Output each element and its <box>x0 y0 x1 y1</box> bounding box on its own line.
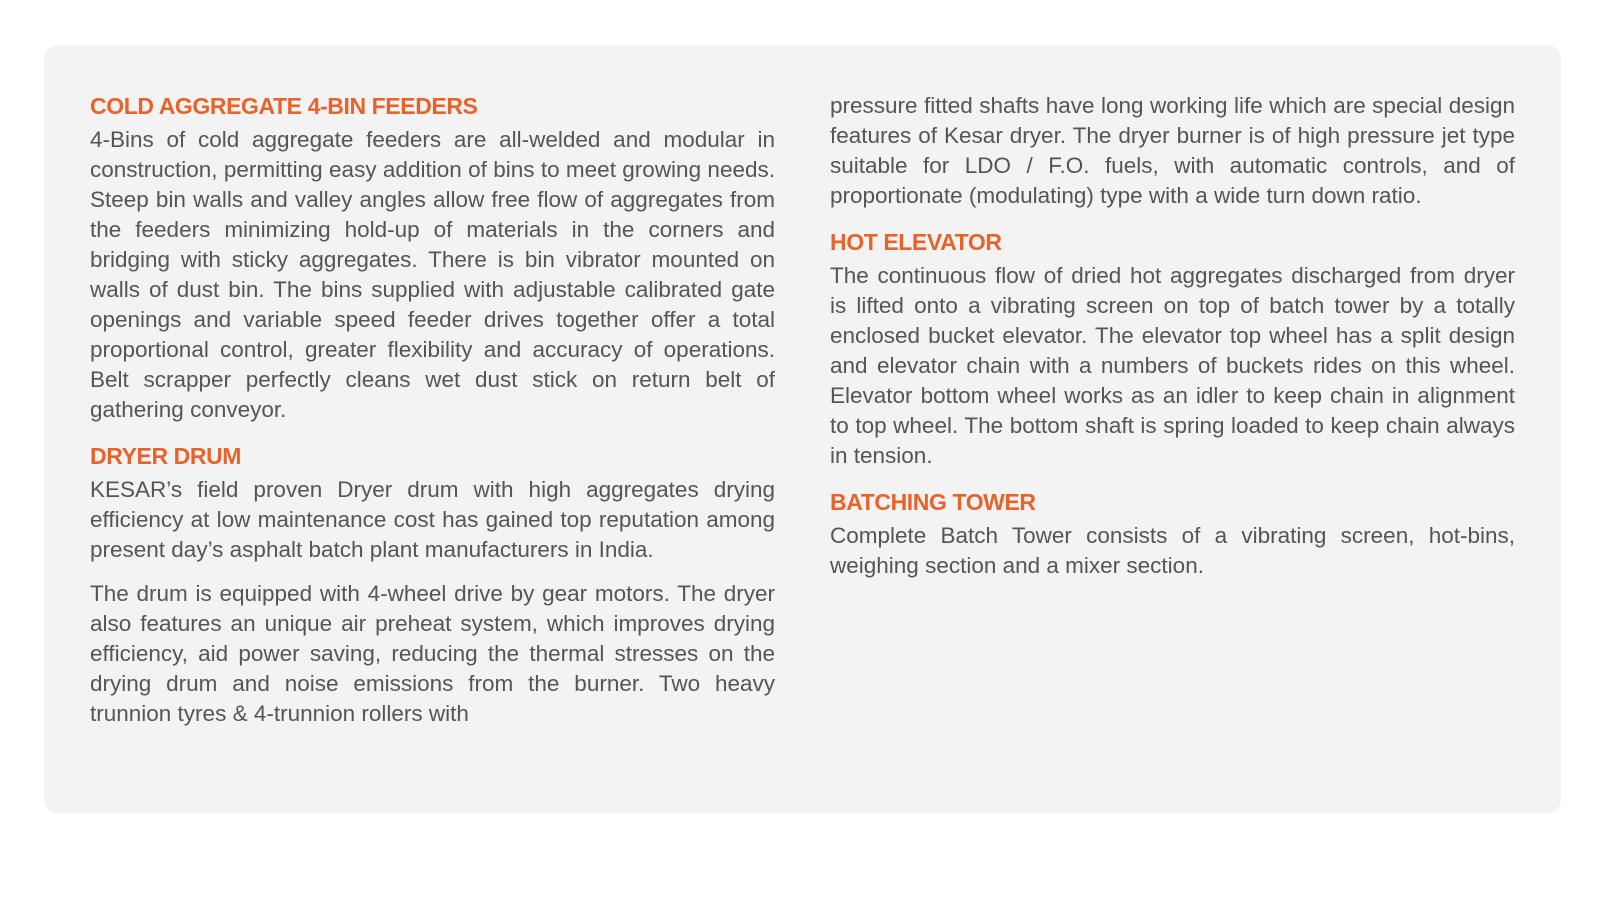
dryer-drum-continued: pressure fitted shafts have long working life which are special design features of Kesar dryer. The dryer burner is of high pressure jet type suitable for LDO / F.O. fuels, with automatic controls, and of proportionate (modulating) type with a wide turn down ratio. <box>830 93 1515 208</box>
right-column <box>830 91 1515 581</box>
hot-elevator-heading: HOT ELEVATOR <box>830 229 1002 255</box>
left-column <box>90 91 775 729</box>
dryer-drum-heading: DRYER DRUM <box>90 443 242 469</box>
dryer-drum-body-2: The drum is equipped with 4-wheel drive by gear motors. The dryer also features an unique air preheat system, which improves drying efficiency, aid power saving, reducing the thermal stresses on the drying drum and noise emissions from the burner. Two heavy trunnion tyres & 4-trunnion rollers with <box>90 581 775 726</box>
content-panel <box>44 45 1561 813</box>
hot-elevator-section <box>830 227 1515 471</box>
cold-feeders-body: 4-Bins of cold aggregate feeders are all-welded and modular in construction, permitting easy addition of bins to meet growing needs. Steep bin walls and valley angles allow free flow of aggregates from the feeders minimizing hold-up of materials in the corners and bridging with sticky aggregates. There is bin vibrator mounted on walls of dust bin. The bins supplied with adjustable calibrated gate openings and variable speed feeder drives together offer a total proportional control, greater flexibility and accuracy of operations. Belt scrapper perfectly cleans wet dust stick on return belt of gathering conveyor. <box>90 127 775 422</box>
dryer-drum-section <box>90 441 775 729</box>
batching-tower-heading: BATCHING TOWER <box>830 489 1036 515</box>
batching-tower-section <box>830 487 1515 581</box>
dryer-drum-body-1: KESAR’s field proven Dryer drum with high aggregates drying efficiency at low maintenance cost has gained top reputation among present day’s asphalt batch plant manufacturers in India. <box>90 477 775 562</box>
cold-feeders-heading: COLD AGGREGATE 4-BIN FEEDERS <box>90 93 478 119</box>
hot-elevator-body: The continuous flow of dried hot aggregates discharged from dryer is lifted onto a vibrating screen on top of batch tower by a totally enclosed bucket elevator. The elevator top wheel has a split design and elevator chain with a numbers of buckets rides on this wheel. Elevator bottom wheel works as an idler to keep chain in alignment to top wheel. The bottom shaft is spring loaded to keep chain always in tension. <box>830 263 1515 468</box>
cold-feeders-section <box>90 91 775 425</box>
batching-tower-body: Complete Batch Tower consists of a vibrating screen, hot-bins, weighing section and a mixer section. <box>830 523 1515 578</box>
